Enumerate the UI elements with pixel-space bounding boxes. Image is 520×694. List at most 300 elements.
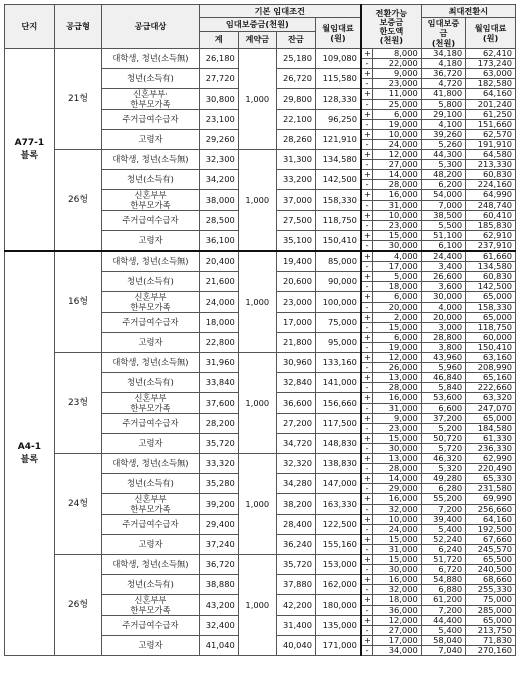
monthly-rent-cell: 85,000 (315, 251, 360, 272)
conversion-sign-cell: - (361, 302, 373, 313)
total-deposit-cell: 26,180 (199, 49, 238, 69)
contract-cell: 1,000 (238, 251, 276, 353)
conversion-limit-cell: 26,000 (373, 363, 422, 373)
conversion-limit-cell: 15,000 (373, 434, 422, 444)
total-deposit-cell: 33,840 (199, 373, 238, 393)
balance-cell: 21,800 (276, 333, 315, 353)
max-monthly-cell: 247,070 (466, 403, 516, 414)
monthly-rent-cell: 115,580 (315, 69, 360, 89)
header-basic-conditions: 기본 임대조건 (199, 5, 361, 18)
conversion-limit-cell: 32,000 (373, 585, 422, 595)
max-deposit-cell: 7,200 (421, 605, 465, 616)
conversion-sign-cell: + (361, 434, 373, 444)
max-deposit-cell: 6,100 (421, 241, 465, 252)
conversion-sign-cell: - (361, 200, 373, 211)
conversion-limit-cell: 15,000 (373, 323, 422, 333)
conversion-limit-cell: 13,000 (373, 454, 422, 464)
conversion-sign-cell: + (361, 636, 373, 646)
contract-cell: 1,000 (238, 555, 276, 656)
monthly-rent-cell: 121,910 (315, 130, 360, 150)
conversion-limit-cell: 30,000 (373, 241, 422, 252)
total-deposit-cell: 37,600 (199, 393, 238, 414)
max-deposit-cell: 43,960 (421, 353, 465, 363)
header-danji: 단지 (5, 5, 55, 49)
conversion-limit-cell: 8,000 (373, 49, 422, 59)
target-cell: 주거급여수급자 (102, 211, 199, 231)
monthly-rent-cell: 135,000 (315, 616, 360, 636)
max-deposit-cell: 7,000 (421, 200, 465, 211)
total-deposit-cell: 36,720 (199, 555, 238, 575)
monthly-rent-cell: 162,000 (315, 575, 360, 595)
conversion-sign-cell: - (361, 605, 373, 616)
conversion-sign-cell: + (361, 49, 373, 59)
max-monthly-cell: 63,320 (466, 393, 516, 404)
max-monthly-cell: 191,910 (466, 140, 516, 150)
monthly-rent-cell: 155,160 (315, 535, 360, 555)
balance-cell: 20,600 (276, 272, 315, 292)
conversion-limit-cell: 19,000 (373, 120, 422, 130)
monthly-rent-cell: 90,000 (315, 272, 360, 292)
conversion-limit-cell: 24,000 (373, 525, 422, 535)
target-cell: 청년(소득有) (102, 575, 199, 595)
supply-type-cell: 26형 (54, 555, 102, 656)
conversion-limit-cell: 31,000 (373, 545, 422, 555)
balance-cell: 38,200 (276, 494, 315, 515)
header-max-conversion: 최대전환시 (421, 5, 515, 18)
balance-cell: 31,400 (276, 616, 315, 636)
max-deposit-cell: 6,200 (421, 180, 465, 190)
table-row (5, 251, 516, 262)
max-monthly-cell: 64,160 (466, 515, 516, 525)
balance-cell: 28,400 (276, 515, 315, 535)
conversion-limit-cell: 9,000 (373, 69, 422, 79)
balance-cell: 19,400 (276, 251, 315, 272)
monthly-rent-cell: 142,500 (315, 170, 360, 190)
conversion-sign-cell: + (361, 555, 373, 565)
total-deposit-cell: 32,300 (199, 150, 238, 170)
max-deposit-cell: 51,720 (421, 555, 465, 565)
monthly-rent-cell: 171,000 (315, 636, 360, 656)
balance-cell: 23,000 (276, 292, 315, 313)
conversion-limit-cell: 36,000 (373, 605, 422, 616)
conversion-limit-cell: 30,000 (373, 565, 422, 575)
balance-cell: 30,960 (276, 353, 315, 373)
max-monthly-cell: 236,330 (466, 444, 516, 454)
target-cell: 신혼부부 한부모가족 (102, 595, 199, 616)
max-deposit-cell: 53,600 (421, 393, 465, 404)
max-deposit-cell: 46,320 (421, 454, 465, 464)
conversion-limit-cell: 16,000 (373, 575, 422, 585)
max-deposit-cell: 41,800 (421, 89, 465, 100)
conversion-sign-cell: - (361, 444, 373, 454)
conversion-sign-cell: - (361, 383, 373, 393)
max-monthly-cell: 213,330 (466, 160, 516, 170)
max-monthly-cell: 65,000 (466, 616, 516, 626)
conversion-limit-cell: 17,000 (373, 262, 422, 272)
target-cell: 주거급여수급자 (102, 313, 199, 333)
conversion-limit-cell: 32,000 (373, 504, 422, 515)
conversion-limit-cell: 24,000 (373, 140, 422, 150)
conversion-sign-cell: + (361, 454, 373, 464)
max-monthly-cell: 240,500 (466, 565, 516, 575)
max-monthly-cell: 185,830 (466, 221, 516, 231)
balance-cell: 33,200 (276, 170, 315, 190)
total-deposit-cell: 32,400 (199, 616, 238, 636)
max-monthly-cell: 60,830 (466, 272, 516, 282)
balance-cell: 34,280 (276, 474, 315, 494)
total-deposit-cell: 38,880 (199, 575, 238, 595)
target-cell: 청년(소득有) (102, 272, 199, 292)
header-contract: 계약금 (238, 31, 276, 48)
conversion-limit-cell: 29,000 (373, 484, 422, 494)
header-total: 계 (199, 31, 238, 48)
max-deposit-cell: 4,180 (421, 59, 465, 69)
conversion-sign-cell: + (361, 515, 373, 525)
conversion-sign-cell: - (361, 140, 373, 150)
target-cell: 대학생, 청년(소득無) (102, 251, 199, 272)
conversion-sign-cell: + (361, 414, 373, 424)
monthly-rent-cell: 96,250 (315, 110, 360, 130)
conversion-sign-cell: + (361, 616, 373, 626)
max-monthly-cell: 231,580 (466, 484, 516, 494)
total-deposit-cell: 33,320 (199, 454, 238, 474)
conversion-sign-cell: + (361, 272, 373, 282)
danji-cell: A77-1 블록 (5, 49, 55, 252)
balance-cell: 32,840 (276, 373, 315, 393)
header-monthly-rent: 월임대료 (원) (315, 18, 360, 49)
conversion-limit-cell: 12,000 (373, 616, 422, 626)
max-deposit-cell: 28,800 (421, 333, 465, 343)
target-cell: 고령자 (102, 130, 199, 150)
max-monthly-cell: 68,660 (466, 575, 516, 585)
max-deposit-cell: 38,500 (421, 211, 465, 221)
max-monthly-cell: 65,160 (466, 373, 516, 383)
conversion-sign-cell: + (361, 130, 373, 140)
contract-cell: 1,000 (238, 49, 276, 150)
max-monthly-cell: 118,750 (466, 323, 516, 333)
max-monthly-cell: 245,570 (466, 545, 516, 555)
table-row (5, 150, 516, 160)
target-cell: 청년(소득有) (102, 373, 199, 393)
conversion-sign-cell: - (361, 464, 373, 474)
conversion-limit-cell: 27,000 (373, 160, 422, 170)
max-deposit-cell: 7,040 (421, 646, 465, 656)
balance-cell: 36,240 (276, 535, 315, 555)
max-deposit-cell: 5,320 (421, 464, 465, 474)
conversion-sign-cell: + (361, 150, 373, 160)
balance-cell: 27,200 (276, 414, 315, 434)
header-balance: 잔금 (276, 31, 315, 48)
conversion-sign-cell: + (361, 190, 373, 201)
conversion-sign-cell: + (361, 313, 373, 323)
max-deposit-cell: 5,400 (421, 626, 465, 636)
max-monthly-cell: 65,000 (466, 292, 516, 303)
max-monthly-cell: 65,500 (466, 555, 516, 565)
monthly-rent-cell: 75,000 (315, 313, 360, 333)
conversion-sign-cell: - (361, 282, 373, 292)
table-row (5, 353, 516, 363)
conversion-limit-cell: 22,000 (373, 59, 422, 69)
max-deposit-cell: 51,100 (421, 231, 465, 241)
max-monthly-cell: 60,410 (466, 211, 516, 221)
monthly-rent-cell: 122,500 (315, 515, 360, 535)
max-monthly-cell: 184,580 (466, 424, 516, 434)
monthly-rent-cell: 163,330 (315, 494, 360, 515)
conversion-sign-cell: - (361, 525, 373, 535)
monthly-rent-cell: 138,830 (315, 454, 360, 474)
monthly-rent-cell: 150,410 (315, 231, 360, 252)
balance-cell: 37,880 (276, 575, 315, 595)
conversion-limit-cell: 18,000 (373, 595, 422, 606)
contract-cell: 1,000 (238, 353, 276, 454)
supply-type-cell: 26형 (54, 150, 102, 252)
target-cell: 신혼부부 한부모가족 (102, 292, 199, 313)
conversion-sign-cell: - (361, 484, 373, 494)
conversion-limit-cell: 14,000 (373, 170, 422, 180)
target-cell: 고령자 (102, 535, 199, 555)
max-deposit-cell: 55,200 (421, 494, 465, 505)
max-monthly-cell: 256,660 (466, 504, 516, 515)
conversion-sign-cell: + (361, 211, 373, 221)
conversion-limit-cell: 20,000 (373, 302, 422, 313)
conversion-limit-cell: 15,000 (373, 231, 422, 241)
conversion-limit-cell: 34,000 (373, 646, 422, 656)
balance-cell: 25,180 (276, 49, 315, 69)
target-cell: 신혼부부· 한부모가족 (102, 89, 199, 110)
max-deposit-cell: 61,200 (421, 595, 465, 606)
target-cell: 신혼부부 한부모가족 (102, 393, 199, 414)
total-deposit-cell: 35,720 (199, 434, 238, 454)
conversion-sign-cell: - (361, 59, 373, 69)
max-monthly-cell: 134,580 (466, 262, 516, 272)
conversion-limit-cell: 31,000 (373, 200, 422, 211)
conversion-sign-cell: + (361, 373, 373, 383)
conversion-sign-cell: - (361, 646, 373, 656)
target-cell: 대학생, 청년(소득無) (102, 49, 199, 69)
danji-cell: A4-1 블록 (5, 251, 55, 656)
max-deposit-cell: 3,600 (421, 282, 465, 292)
max-deposit-cell: 5,960 (421, 363, 465, 373)
max-deposit-cell: 6,240 (421, 545, 465, 555)
target-cell: 고령자 (102, 231, 199, 252)
conversion-sign-cell: - (361, 241, 373, 252)
balance-cell: 26,720 (276, 69, 315, 89)
max-deposit-cell: 39,260 (421, 130, 465, 140)
balance-cell: 27,500 (276, 211, 315, 231)
supply-type-cell: 24형 (54, 454, 102, 555)
total-deposit-cell: 39,200 (199, 494, 238, 515)
target-cell: 청년(소득有) (102, 69, 199, 89)
max-monthly-cell: 150,410 (466, 343, 516, 353)
conversion-limit-cell: 2,000 (373, 313, 422, 323)
total-deposit-cell: 31,960 (199, 353, 238, 373)
max-monthly-cell: 65,000 (466, 414, 516, 424)
max-monthly-cell: 173,240 (466, 59, 516, 69)
conversion-sign-cell: + (361, 292, 373, 303)
max-deposit-cell: 5,840 (421, 383, 465, 393)
max-monthly-cell: 64,580 (466, 150, 516, 160)
table-row (5, 555, 516, 565)
conversion-limit-cell: 14,000 (373, 474, 422, 484)
max-monthly-cell: 75,000 (466, 595, 516, 606)
balance-cell: 42,200 (276, 595, 315, 616)
total-deposit-cell: 23,100 (199, 110, 238, 130)
conversion-limit-cell: 17,000 (373, 636, 422, 646)
max-deposit-cell: 52,240 (421, 535, 465, 545)
conversion-sign-cell: + (361, 170, 373, 180)
header-conversion-limit: 전환가능 보증금 한도액 (천원) (361, 5, 421, 49)
conversion-sign-cell: - (361, 120, 373, 130)
header-max-deposit: 임대보증금 (천원) (421, 18, 465, 49)
max-deposit-cell: 5,400 (421, 525, 465, 535)
max-deposit-cell: 58,040 (421, 636, 465, 646)
max-monthly-cell: 65,000 (466, 313, 516, 323)
target-cell: 주거급여수급자 (102, 515, 199, 535)
max-deposit-cell: 44,300 (421, 150, 465, 160)
max-monthly-cell: 151,660 (466, 120, 516, 130)
monthly-rent-cell: 109,080 (315, 49, 360, 69)
max-deposit-cell: 30,000 (421, 292, 465, 303)
max-monthly-cell: 182,580 (466, 79, 516, 89)
max-deposit-cell: 6,880 (421, 585, 465, 595)
target-cell: 주거급여수급자 (102, 110, 199, 130)
conversion-limit-cell: 4,000 (373, 251, 422, 262)
max-deposit-cell: 5,720 (421, 444, 465, 454)
max-monthly-cell: 142,500 (466, 282, 516, 292)
total-deposit-cell: 29,400 (199, 515, 238, 535)
max-deposit-cell: 5,260 (421, 140, 465, 150)
conversion-sign-cell: - (361, 180, 373, 190)
max-deposit-cell: 3,800 (421, 343, 465, 353)
max-deposit-cell: 6,720 (421, 565, 465, 575)
max-monthly-cell: 67,660 (466, 535, 516, 545)
conversion-sign-cell: + (361, 89, 373, 100)
max-deposit-cell: 24,400 (421, 251, 465, 262)
total-deposit-cell: 22,800 (199, 333, 238, 353)
balance-cell: 40,040 (276, 636, 315, 656)
max-deposit-cell: 20,000 (421, 313, 465, 323)
target-cell: 신혼부부 한부모가족 (102, 190, 199, 211)
conversion-limit-cell: 10,000 (373, 130, 422, 140)
conversion-limit-cell: 30,000 (373, 444, 422, 454)
max-monthly-cell: 61,250 (466, 110, 516, 120)
conversion-limit-cell: 15,000 (373, 555, 422, 565)
conversion-sign-cell: + (361, 595, 373, 606)
target-cell: 고령자 (102, 636, 199, 656)
conversion-sign-cell: - (361, 99, 373, 110)
conversion-limit-cell: 25,000 (373, 99, 422, 110)
balance-cell: 29,800 (276, 89, 315, 110)
conversion-limit-cell: 19,000 (373, 343, 422, 353)
max-deposit-cell: 49,280 (421, 474, 465, 484)
conversion-limit-cell: 28,000 (373, 464, 422, 474)
conversion-sign-cell: - (361, 160, 373, 170)
conversion-sign-cell: - (361, 221, 373, 231)
balance-cell: 36,600 (276, 393, 315, 414)
total-deposit-cell: 43,200 (199, 595, 238, 616)
monthly-rent-cell: 158,330 (315, 190, 360, 211)
max-monthly-cell: 285,000 (466, 605, 516, 616)
conversion-limit-cell: 23,000 (373, 221, 422, 231)
monthly-rent-cell: 117,500 (315, 414, 360, 434)
conversion-sign-cell: - (361, 363, 373, 373)
total-deposit-cell: 28,500 (199, 211, 238, 231)
contract-cell: 1,000 (238, 454, 276, 555)
conversion-sign-cell: + (361, 535, 373, 545)
conversion-limit-cell: 11,000 (373, 89, 422, 100)
conversion-limit-cell: 13,000 (373, 373, 422, 383)
monthly-rent-cell: 148,830 (315, 434, 360, 454)
total-deposit-cell: 29,260 (199, 130, 238, 150)
max-monthly-cell: 60,830 (466, 170, 516, 180)
total-deposit-cell: 36,100 (199, 231, 238, 252)
balance-cell: 22,100 (276, 110, 315, 130)
monthly-rent-cell: 133,160 (315, 353, 360, 373)
max-deposit-cell: 6,600 (421, 403, 465, 414)
rent-conditions-table (4, 4, 516, 656)
total-deposit-cell: 38,000 (199, 190, 238, 211)
conversion-limit-cell: 10,000 (373, 515, 422, 525)
max-deposit-cell: 4,000 (421, 302, 465, 313)
total-deposit-cell: 27,720 (199, 69, 238, 89)
max-monthly-cell: 158,330 (466, 302, 516, 313)
max-monthly-cell: 208,990 (466, 363, 516, 373)
total-deposit-cell: 20,400 (199, 251, 238, 272)
max-deposit-cell: 50,720 (421, 434, 465, 444)
conversion-sign-cell: - (361, 262, 373, 272)
max-monthly-cell: 192,500 (466, 525, 516, 535)
max-monthly-cell: 62,910 (466, 231, 516, 241)
balance-cell: 28,260 (276, 130, 315, 150)
total-deposit-cell: 28,200 (199, 414, 238, 434)
max-monthly-cell: 237,910 (466, 241, 516, 252)
monthly-rent-cell: 134,580 (315, 150, 360, 170)
target-cell: 고령자 (102, 333, 199, 353)
max-monthly-cell: 255,330 (466, 585, 516, 595)
conversion-sign-cell: + (361, 110, 373, 120)
balance-cell: 31,300 (276, 150, 315, 170)
max-monthly-cell: 270,160 (466, 646, 516, 656)
header-target: 공급대상 (102, 5, 199, 49)
rent-conditions-table-wrapper (4, 4, 516, 656)
monthly-rent-cell: 100,000 (315, 292, 360, 313)
conversion-sign-cell: - (361, 565, 373, 575)
total-deposit-cell: 41,040 (199, 636, 238, 656)
conversion-sign-cell: + (361, 231, 373, 241)
max-deposit-cell: 5,200 (421, 424, 465, 434)
conversion-sign-cell: + (361, 393, 373, 404)
target-cell: 고령자 (102, 434, 199, 454)
conversion-limit-cell: 6,000 (373, 110, 422, 120)
max-deposit-cell: 3,000 (421, 323, 465, 333)
monthly-rent-cell: 141,000 (315, 373, 360, 393)
conversion-limit-cell: 28,000 (373, 180, 422, 190)
max-monthly-cell: 220,490 (466, 464, 516, 474)
total-deposit-cell: 24,000 (199, 292, 238, 313)
conversion-sign-cell: - (361, 424, 373, 434)
conversion-limit-cell: 16,000 (373, 190, 422, 201)
conversion-limit-cell: 6,000 (373, 333, 422, 343)
target-cell: 대학생, 청년(소득無) (102, 555, 199, 575)
supply-type-cell: 23형 (54, 353, 102, 454)
conversion-sign-cell: - (361, 585, 373, 595)
conversion-limit-cell: 27,000 (373, 626, 422, 636)
max-deposit-cell: 54,880 (421, 575, 465, 585)
header-supply-type: 공급형 (54, 5, 102, 49)
conversion-sign-cell: - (361, 343, 373, 353)
conversion-sign-cell: - (361, 79, 373, 89)
conversion-sign-cell: + (361, 333, 373, 343)
